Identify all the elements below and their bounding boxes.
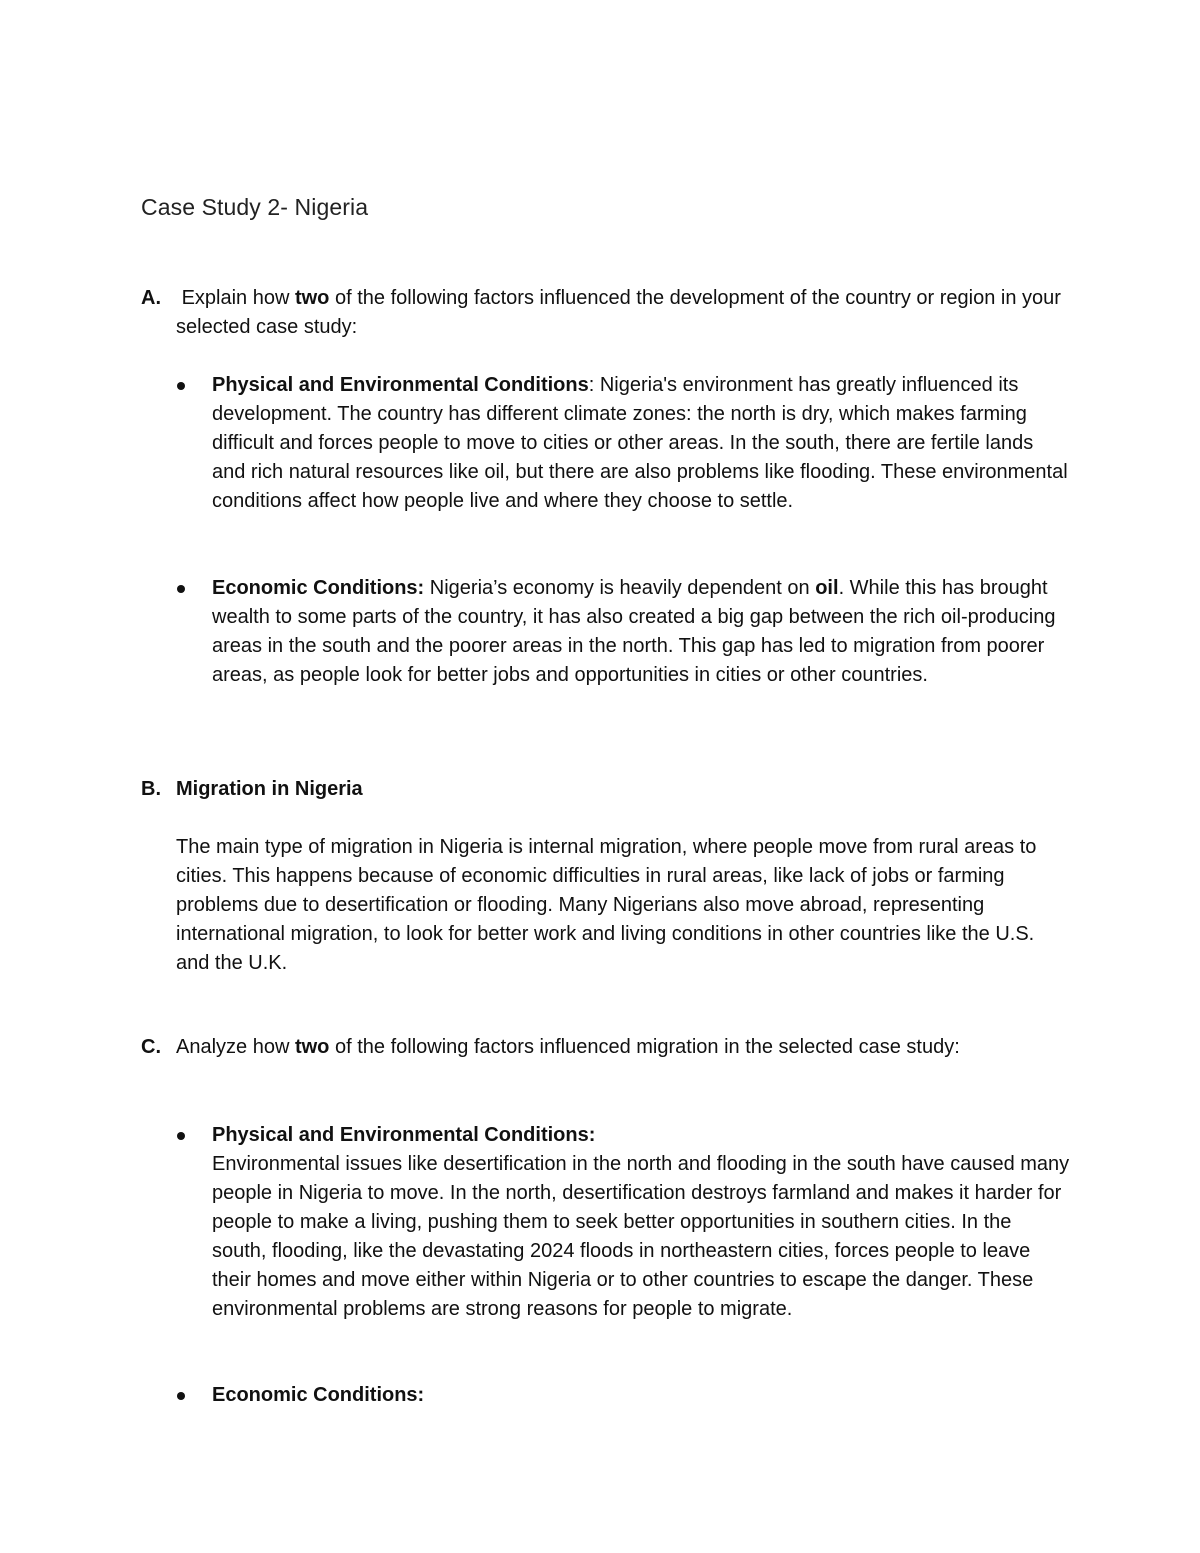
bullet-text: Nigeria's environment has greatly influenced its development. The country has different climate zones: the north is dry, which makes farming difficult and forces people to move to cities or other areas. In the south, there are fertile lands and rich natural resources like oil, but there are also problems like flooding. These environmental conditions affect how people live and where they choose to settle. bbox=[212, 374, 1068, 512]
section-a-prompt-emphasis: two bbox=[294, 287, 330, 309]
section-b-title: Migration in Nigeria bbox=[176, 778, 363, 800]
list-item bbox=[141, 574, 1071, 690]
paragraph-text: The main type of migration in Nigeria is internal migration, where people move from rural areas to cities. This happens because of economic difficulties in rural areas, like lack of jobs or farming problems due to desertification or flooding. Many Nigerians also move abroad, representing international migration, to look for better work and living conditions in other countries like the U.S. and the U.K. bbox=[176, 836, 1037, 974]
bullet-label: Physical and Environmental Conditions bbox=[212, 374, 589, 396]
bullet-dot-icon bbox=[177, 1392, 185, 1400]
bullet-text-end: . While this has brought wealth to some parts of the country, it has also created a big gap between the rich oil-producing areas in the south and the poorer areas in the north. This gap has led to migration from poorer areas, as people look for better jobs and opportunities in cities or other countries. bbox=[212, 577, 1056, 686]
section-b-paragraph bbox=[141, 833, 1071, 978]
bullet-dot-icon bbox=[177, 585, 185, 593]
bullet-label-separator: : bbox=[588, 374, 595, 396]
section-a-bullet-1 bbox=[141, 371, 1071, 516]
section-c-prompt-start: Analyze how bbox=[176, 1036, 290, 1058]
section-b-letter: B. bbox=[141, 778, 161, 800]
section-c-bullet-2 bbox=[141, 1381, 1071, 1410]
bullet-text-start: Nigeria’s economy is heavily dependent on bbox=[429, 577, 810, 599]
section-c-letter: C. bbox=[141, 1036, 161, 1058]
list-item bbox=[141, 371, 1071, 516]
section-a-bullet-2 bbox=[141, 574, 1071, 690]
bullet-label: Economic Conditions: bbox=[212, 577, 425, 599]
document-title: Case Study 2- Nigeria bbox=[141, 194, 369, 220]
list-item bbox=[141, 1381, 1071, 1410]
bullet-text-emphasis: oil bbox=[815, 577, 839, 599]
section-b-heading bbox=[141, 775, 1071, 804]
bullet-label: Physical and Environmental Conditions: bbox=[212, 1124, 596, 1146]
section-c-bullet-1 bbox=[141, 1121, 1071, 1324]
section-a-prompt-start: Explain how bbox=[181, 287, 290, 309]
section-c-prompt-emphasis: two bbox=[294, 1036, 330, 1058]
section-a-letter: A. bbox=[141, 287, 161, 309]
section-c-prompt bbox=[141, 1033, 1071, 1062]
list-item bbox=[141, 1121, 1071, 1324]
bullet-label: Economic Conditions: bbox=[212, 1384, 425, 1406]
bullet-dot-icon bbox=[177, 1132, 185, 1140]
section-a-prompt bbox=[141, 284, 1071, 342]
section-a-prompt-end: of the following factors influenced the development of the country or region in your selected case study: bbox=[176, 287, 1061, 338]
bullet-dot-icon bbox=[177, 382, 185, 390]
bullet-text: Environmental issues like desertification in the north and flooding in the south have caused many people in Nigeria to move. In the north, desertification destroys farmland and makes it harder for people to make a living, pushing them to seek better opportunities in southern cities. In the south, flooding, like the devastating 2024 floods in northeastern cities, forces people to leave their homes and move either within Nigeria or to other countries to escape the danger. These environmental problems are strong reasons for people to migrate. bbox=[212, 1153, 1070, 1320]
section-c-prompt-end: of the following factors influenced migration in the selected case study: bbox=[334, 1036, 960, 1058]
